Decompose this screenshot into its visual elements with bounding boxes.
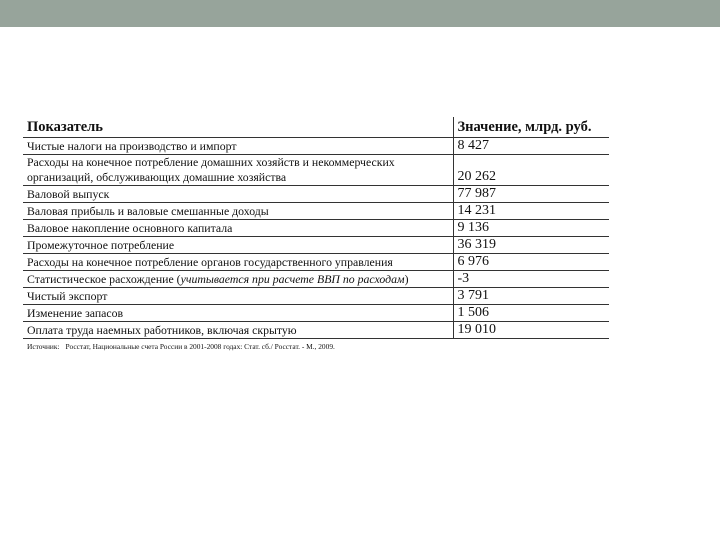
row-name: Валовое накопление основного капитала [23,220,453,237]
row-name: Расходы на конечное потребление домашних хозяйств и некоммерческих организаций, обслуживающих домашние хозяйства [23,155,453,186]
table-row [23,288,609,305]
table-row [23,237,609,254]
row-name: Статистическое расхождение (учитывается при расчете ВВП по расходам) [23,271,453,288]
table-row [23,186,609,203]
table-row [23,138,609,155]
row-value: 77 987 [453,186,609,203]
row-name: Промежуточное потребление [23,237,453,254]
row-name: Расходы на конечное потребление органов государственного управления [23,254,453,271]
row-value: -3 [453,271,609,288]
indicators-table-container [23,117,609,352]
row-name: Оплата труда наемных работников, включая скрытую [23,322,453,339]
source-text: Росстат, Национальные счета России в 2001-2008 годах: Стат. сб./ Росстат. - М., 2009. [65,342,335,351]
table-row [23,254,609,271]
row-name: Чистые налоги на производство и импорт [23,138,453,155]
row-value: 20 262 [453,155,609,186]
row-value: 6 976 [453,254,609,271]
row-value: 8 427 [453,138,609,155]
table-row [23,203,609,220]
table-row [23,220,609,237]
row-name: Валовая прибыль и валовые смешанные доходы [23,203,453,220]
table-row [23,155,609,186]
table-row [23,271,609,288]
row-value: 3 791 [453,288,609,305]
row-value: 9 136 [453,220,609,237]
row-value: 36 319 [453,237,609,254]
row-name: Валовой выпуск [23,186,453,203]
source-note [23,341,609,352]
row-value: 19 010 [453,322,609,339]
column-header-indicator: Показатель [23,117,453,138]
top-decorative-bar [0,0,720,27]
table-row [23,322,609,339]
row-name: Чистый экспорт [23,288,453,305]
row-value: 1 506 [453,305,609,322]
column-header-value: Значение, млрд. руб. [453,117,609,138]
row-name: Изменение запасов [23,305,453,322]
row-value: 14 231 [453,203,609,220]
source-label: Источник: [27,342,60,351]
row-name-italic-note: учитывается при расчете ВВП по расходам [180,272,405,286]
table-header-row [23,117,609,138]
indicators-table [23,117,609,339]
table-row [23,305,609,322]
